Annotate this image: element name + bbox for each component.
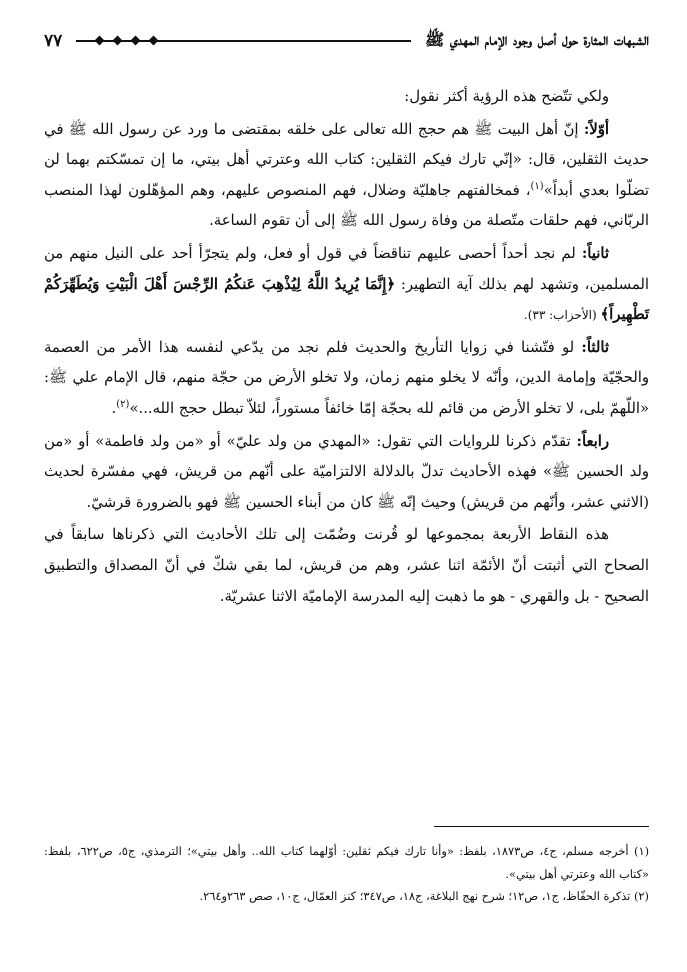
point-one-label: أوّلاً: — [583, 120, 609, 138]
footnote-2: (٢) تذكرة الحفّاظ، ج١، ص١٢؛ شرح نهج البلاغة، ج١٨، ص٣٤٧؛ كنز العمّال، ج١٠، صص ٢٦٣و٢٦٤. — [199, 889, 649, 903]
diamond-ornament-icon — [131, 36, 141, 46]
diamond-ornament-icon — [95, 36, 105, 46]
quran-verse: ﴿إِنَّمَا يُرِيدُ اللَّهُ لِيُذْهِبَ عَنكُمُ الرِّجْسَ أَهْلَ الْبَيْتِ وَيُطَهِّرَكُمْ تَطْهِيراً﴾ — [44, 275, 649, 324]
point-three-paragraph — [44, 333, 649, 425]
running-header-title: الشبهات المثارة حول أصل وجود الإمام المهدي ﷺ — [425, 29, 649, 49]
point-four-label: رابعاً: — [576, 432, 609, 450]
main-text — [44, 82, 649, 612]
point-three-text: لو فتّشنا في زوايا التأريخ والحديث فلم نجد من يدّعي لنفسه هذا الأمر من العصمة والحجّيّة وإمامة الدين، وأنّه لا يخلو منهم زمان، ولا تخلو الأرض من حجّة منهم، قال الإمام علي ﷺ: «اللّهمّ بلى، لا تخلو الأرض من قائم لله بحجّة إمّا خائفاً مستوراً، لئلاّ تبطل حجج الله...» — [44, 338, 649, 417]
point-one-paragraph — [44, 115, 649, 237]
book-page — [44, 0, 649, 972]
point-three-tail: . — [111, 399, 117, 417]
point-four-paragraph — [44, 427, 649, 519]
point-two-paragraph — [44, 239, 649, 331]
conclusion-paragraph: هذه النقاط الأربعة بمجموعها لو قُرنت وضُمّت إلى تلك الأحاديث التي ذكرناها سابقاً في الصحاح التي أثبتت أنّ الأئمّة اثنا عشر، وهم من قريش، لما بقي شكّ في أنّ المصداق والتطبيق الصحيح - بل والقهري - هو ما ذهبت إليه المدرسة الإماميّة الاثنا عشريّة. — [44, 526, 649, 605]
footnote-marker-2[interactable]: (٢) — [116, 399, 130, 411]
point-two-label: ثانياً: — [581, 244, 609, 262]
point-one-tail: ، فمخالفتهم جاهليّة وضلال، فهم المنصوص عليهم، وهم المؤهّلون لهذا المنصب الربّاني، فهم حلقات متّصلة من وفاة رسول الله ﷺ إلى أن تقوم الساعة. — [44, 181, 649, 230]
footnote-marker-1[interactable]: (١) — [530, 180, 544, 192]
footnotes — [44, 840, 649, 908]
running-header — [44, 26, 649, 56]
verse-reference: (الأحزاب: ٣٣). — [523, 308, 601, 323]
page-number: ٧٧ — [44, 31, 63, 51]
header-ornament-rule — [76, 40, 411, 42]
intro-paragraph: ولكي تتّضح هذه الرؤية أكثر نقول: — [404, 88, 609, 105]
point-four-text: تقدّم ذكرنا للروايات التي تقول: «المهدي من ولد عليّ» أو «من ولد فاطمة» أو «من ولد الحسين ﷺ» فهذه الأحاديث تدلّ بالدلالة الالتزاميّة على أنّهم من قريش، فهي مفسّرة لحديث (الاثني عشر، وأنّهم من قريش) وحيث إنّه ﷺ كان من أبناء الحسين ﷺ فهو بالضرورة قرشيّ. — [44, 432, 649, 511]
point-three-label: ثالثاً: — [581, 338, 609, 356]
diamond-ornament-icon — [113, 36, 123, 46]
footnote-1: (١) أخرجه مسلم، ج٤، ص١٨٧٣، بلفظ: «وأنا تارك فيكم ثقلين: أوّلهما كتاب الله.. وأهل بيتي»؛ الترمذي، ج٥، ص٦٢٢، بلفظ: «كتاب الله وعترتي أهل بيتي». — [44, 844, 650, 881]
footnote-separator — [434, 826, 649, 827]
point-one-text: إنّ أهل البيت ﷺ هم حجج الله تعالى على خلقه بمقتضى ما ورد عن رسول الله ﷺ في حديث الثقلين، قال: «إنّي تارك فيكم الثقلين: كتاب الله وعترتي أهل بيتي، ما إن تمسّكتم بهما لن تضلّوا بعدي أبداً» — [44, 120, 649, 199]
diamond-ornament-icon — [149, 36, 159, 46]
point-two-text: لم نجد أحداً أحصى عليهم تناقضاً في قول أو فعل، ولم يتجرّأ أحد على النيل منهم من المسلمين، وتشهد لهم بذلك آية التطهير: — [44, 244, 650, 293]
